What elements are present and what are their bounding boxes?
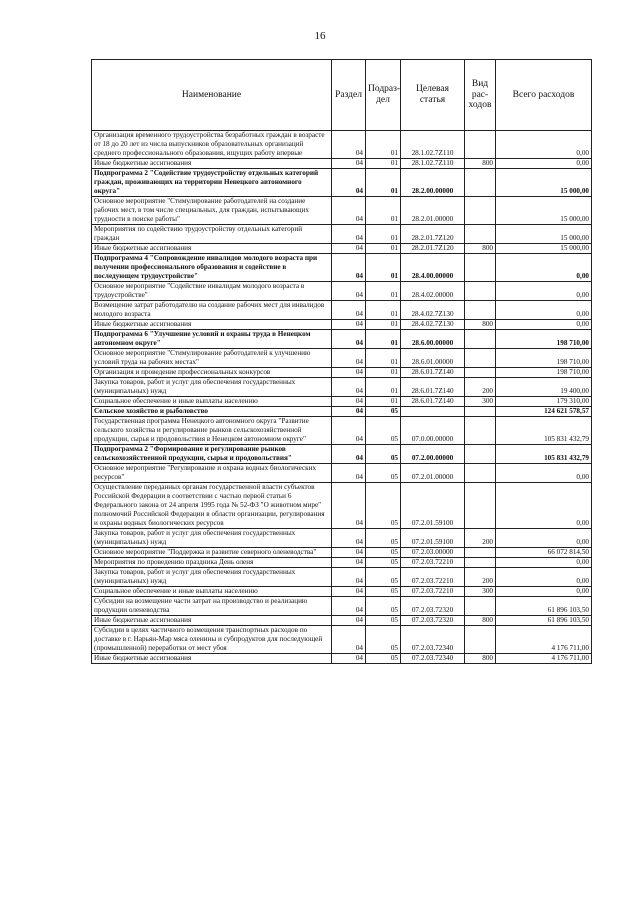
cell-total: 15 000,00 [496, 169, 592, 197]
cell-statya: 28.6.01.7Z140 [401, 378, 465, 397]
cell-name: Иные бюджетные ассигнования [92, 244, 332, 254]
cell-name: Подпрограмма 2 "Содействие трудоустройству отдельных категорий граждан, проживающих на территории Ненецкого автономного округа" [92, 169, 332, 197]
cell-total: 0,00 [496, 483, 592, 529]
cell-total: 15 000,00 [496, 225, 592, 244]
cell-razdel: 04 [332, 320, 366, 330]
cell-name: Подпрограмма 6 "Улучшение условий и охраны труда в Ненецком автономном округе" [92, 330, 332, 349]
cell-statya: 28.6.01.00000 [401, 349, 465, 368]
cell-total: 0,00 [496, 558, 592, 568]
cell-name: Сельское хозяйство и рыболовство [92, 407, 332, 417]
cell-razdel: 04 [332, 197, 366, 225]
cell-vid: 800 [465, 159, 496, 169]
cell-vid [465, 626, 496, 654]
cell-total: 4 176 711,00 [496, 626, 592, 654]
cell-statya: 07.0.00.00000 [401, 417, 465, 445]
cell-vid: 800 [465, 320, 496, 330]
cell-podrazdel: 05 [366, 464, 401, 483]
cell-vid [465, 169, 496, 197]
cell-total: 105 831 432,79 [496, 445, 592, 464]
table-row [92, 558, 592, 568]
cell-total: 19 400,00 [496, 378, 592, 397]
cell-name: Организация и проведение профессиональных конкурсов [92, 368, 332, 378]
cell-statya: 07.2.01.59100 [401, 529, 465, 548]
table-row [92, 529, 592, 548]
cell-statya: 28.2.01.7Z120 [401, 244, 465, 254]
cell-statya: 07.2.01.59100 [401, 483, 465, 529]
cell-name: Основное мероприятие "Стимулирование работодателей к улучшению условий труда на рабочих местах" [92, 349, 332, 368]
cell-vid [465, 483, 496, 529]
cell-razdel: 04 [332, 407, 366, 417]
cell-vid: 800 [465, 616, 496, 626]
cell-statya: 28.6.01.7Z140 [401, 397, 465, 407]
cell-podrazdel: 05 [366, 417, 401, 445]
cell-podrazdel: 05 [366, 587, 401, 597]
cell-razdel: 04 [332, 597, 366, 616]
cell-vid: 300 [465, 397, 496, 407]
table-row [92, 169, 592, 197]
cell-podrazdel: 05 [366, 654, 401, 664]
cell-razdel: 04 [332, 349, 366, 368]
table-row [92, 282, 592, 301]
cell-name: Иные бюджетные ассигнования [92, 654, 332, 664]
cell-total: 124 621 578,57 [496, 407, 592, 417]
cell-podrazdel: 01 [366, 301, 401, 320]
table-row [92, 244, 592, 254]
cell-total: 198 710,00 [496, 330, 592, 349]
cell-statya: 07.2.03.72320 [401, 597, 465, 616]
header-podrazdel: Подраз-дел [366, 60, 401, 131]
cell-name: Мероприятия по содействию трудоустройству отдельных категорий граждан [92, 225, 332, 244]
cell-statya: 28.4.02.00000 [401, 282, 465, 301]
cell-vid [465, 597, 496, 616]
cell-razdel: 04 [332, 159, 366, 169]
cell-name: Основное мероприятие "Стимулирование работодателей на создание рабочих мест, в том числе специальных, для граждан, испытывающих трудности в поиске работы" [92, 197, 332, 225]
cell-podrazdel: 05 [366, 548, 401, 558]
cell-podrazdel: 05 [366, 529, 401, 548]
cell-podrazdel: 01 [366, 159, 401, 169]
cell-podrazdel: 01 [366, 368, 401, 378]
cell-vid [465, 464, 496, 483]
cell-podrazdel: 01 [366, 378, 401, 397]
cell-podrazdel: 05 [366, 558, 401, 568]
cell-vid: 200 [465, 568, 496, 587]
cell-podrazdel: 05 [366, 597, 401, 616]
cell-vid [465, 417, 496, 445]
table-row [92, 568, 592, 587]
table-row [92, 616, 592, 626]
table-row [92, 597, 592, 616]
cell-total: 15 000,00 [496, 197, 592, 225]
cell-razdel: 04 [332, 244, 366, 254]
cell-name: Государственная программа Ненецкого автономного округа "Развитие сельского хозяйства и регулирование рынков сельскохозяйственной продукции, сырья и продовольствия в Ненецком автономном округе" [92, 417, 332, 445]
table-row [92, 548, 592, 558]
cell-statya: 07.2.03.72320 [401, 616, 465, 626]
cell-vid [465, 254, 496, 282]
page-number: 16 [314, 30, 326, 42]
cell-total: 179 310,00 [496, 397, 592, 407]
cell-vid: 200 [465, 378, 496, 397]
table-row [92, 626, 592, 654]
cell-name: Основное мероприятие "Содействие инвалидам молодого возраста в трудоустройстве" [92, 282, 332, 301]
cell-podrazdel: 01 [366, 131, 401, 159]
cell-total: 0,00 [496, 282, 592, 301]
table-row [92, 587, 592, 597]
cell-razdel: 04 [332, 397, 366, 407]
cell-name: Социальное обеспечение и иные выплаты населению [92, 587, 332, 597]
table-row [92, 654, 592, 664]
cell-vid [465, 282, 496, 301]
cell-podrazdel: 05 [366, 445, 401, 464]
cell-razdel: 04 [332, 464, 366, 483]
cell-total: 0,00 [496, 464, 592, 483]
cell-razdel: 04 [332, 254, 366, 282]
cell-total: 61 896 103,50 [496, 597, 592, 616]
cell-statya: 28.6.01.7Z140 [401, 368, 465, 378]
cell-total: 198 710,00 [496, 368, 592, 378]
cell-name: Иные бюджетные ассигнования [92, 616, 332, 626]
cell-total: 66 072 814,50 [496, 548, 592, 558]
cell-total: 105 831 432,79 [496, 417, 592, 445]
cell-podrazdel: 01 [366, 320, 401, 330]
header-statya: Целевая статья [401, 60, 465, 131]
table-row [92, 320, 592, 330]
cell-name: Иные бюджетные ассигнования [92, 320, 332, 330]
table-row [92, 445, 592, 464]
table-row [92, 407, 592, 417]
cell-razdel: 04 [332, 616, 366, 626]
table-row [92, 225, 592, 244]
table-row [92, 368, 592, 378]
cell-total: 0,00 [496, 301, 592, 320]
cell-name: Иные бюджетные ассигнования [92, 159, 332, 169]
cell-statya: 28.4.00.00000 [401, 254, 465, 282]
cell-name: Основное мероприятие "Поддержка и развитие северного оленеводства" [92, 548, 332, 558]
cell-statya: 07.2.03.72340 [401, 626, 465, 654]
cell-vid [465, 131, 496, 159]
cell-name: Мероприятия по проведению праздника День оленя [92, 558, 332, 568]
cell-vid [465, 407, 496, 417]
cell-name: Социальное обеспечение и иные выплаты населению [92, 397, 332, 407]
cell-name: Возмещение затрат работодателю на создание рабочих мест для инвалидов молодого возраста [92, 301, 332, 320]
cell-vid [465, 330, 496, 349]
cell-total: 15 000,00 [496, 244, 592, 254]
cell-razdel: 04 [332, 483, 366, 529]
cell-vid [465, 301, 496, 320]
cell-statya: 07.2.00.00000 [401, 445, 465, 464]
cell-vid: 200 [465, 529, 496, 548]
cell-name: Подпрограмма 4 "Сопровождение инвалидов молодого возраста при получении профессионального образования и содействие в последующем трудоустройстве" [92, 254, 332, 282]
cell-statya: 28.2.00.00000 [401, 169, 465, 197]
cell-podrazdel: 01 [366, 254, 401, 282]
cell-vid [465, 548, 496, 558]
table-row [92, 254, 592, 282]
cell-statya: 07.2.03.72340 [401, 654, 465, 664]
table-row [92, 483, 592, 529]
cell-vid: 800 [465, 654, 496, 664]
cell-name: Закупка товаров, работ и услуг для обеспечения государственных (муниципальных) нужд [92, 378, 332, 397]
cell-statya: 28.2.01.7Z120 [401, 225, 465, 244]
cell-vid: 800 [465, 244, 496, 254]
cell-name: Организация временного трудоустройства безработных граждан в возрасте от 18 до 20 лет из числа выпускников образовательных организаций среднего профессионального образования, ищущих работу впервые [92, 131, 332, 159]
table-row [92, 397, 592, 407]
cell-total: 0,00 [496, 320, 592, 330]
cell-total: 0,00 [496, 587, 592, 597]
cell-podrazdel: 05 [366, 407, 401, 417]
cell-podrazdel: 01 [366, 197, 401, 225]
cell-statya [401, 407, 465, 417]
header-name: Наименование [92, 60, 332, 131]
cell-podrazdel: 05 [366, 626, 401, 654]
table-row [92, 131, 592, 159]
cell-razdel: 04 [332, 368, 366, 378]
cell-podrazdel: 01 [366, 349, 401, 368]
cell-statya: 07.2.03.72210 [401, 568, 465, 587]
cell-statya: 28.4.02.7Z130 [401, 301, 465, 320]
header-total: Всего расходов [496, 60, 592, 131]
cell-vid [465, 558, 496, 568]
cell-razdel: 04 [332, 169, 366, 197]
cell-name: Субсидии на возмещение части затрат на производство и реализацию продукции оленеводства [92, 597, 332, 616]
cell-statya: 07.2.03.72210 [401, 558, 465, 568]
cell-total: 0,00 [496, 529, 592, 548]
budget-table [91, 59, 592, 664]
table-row [92, 417, 592, 445]
cell-statya: 28.4.02.7Z130 [401, 320, 465, 330]
cell-razdel: 04 [332, 568, 366, 587]
cell-total: 0,00 [496, 568, 592, 587]
cell-name: Подпрограмма 2 "Формирование и регулирование рынков сельскохозяйственной продукции, сырья и продовольствия" [92, 445, 332, 464]
cell-vid [465, 445, 496, 464]
cell-statya: 07.2.01.00000 [401, 464, 465, 483]
cell-razdel: 04 [332, 282, 366, 301]
cell-razdel: 04 [332, 558, 366, 568]
cell-total: 198 710,00 [496, 349, 592, 368]
cell-vid [465, 368, 496, 378]
cell-razdel: 04 [332, 131, 366, 159]
table-row [92, 464, 592, 483]
cell-statya: 28.1.02.7Z110 [401, 131, 465, 159]
cell-total: 4 176 711,00 [496, 654, 592, 664]
cell-statya: 07.2.03.00000 [401, 548, 465, 558]
cell-podrazdel: 01 [366, 397, 401, 407]
cell-name: Основное мероприятие "Регулирование и охрана водных биологических ресурсов" [92, 464, 332, 483]
cell-razdel: 04 [332, 301, 366, 320]
cell-podrazdel: 01 [366, 330, 401, 349]
cell-statya: 28.6.00.00000 [401, 330, 465, 349]
table-row [92, 349, 592, 368]
header-vid: Вид рас-ходов [465, 60, 496, 131]
cell-podrazdel: 01 [366, 282, 401, 301]
cell-razdel: 04 [332, 548, 366, 558]
cell-razdel: 04 [332, 626, 366, 654]
cell-vid [465, 349, 496, 368]
cell-razdel: 04 [332, 445, 366, 464]
cell-vid [465, 225, 496, 244]
cell-name: Субсидии в целях частичного возмещения транспортных расходов по доставке в г. Нарьян-Мар мяса оленины и субпродуктов для последующей (промышленной) переработки от мест убоя [92, 626, 332, 654]
cell-podrazdel: 01 [366, 244, 401, 254]
table-row [92, 197, 592, 225]
cell-razdel: 04 [332, 378, 366, 397]
table-row [92, 301, 592, 320]
table-row [92, 378, 592, 397]
cell-podrazdel: 05 [366, 568, 401, 587]
cell-statya: 07.2.03.72210 [401, 587, 465, 597]
cell-razdel: 04 [332, 330, 366, 349]
cell-podrazdel: 01 [366, 169, 401, 197]
cell-total: 0,00 [496, 131, 592, 159]
cell-podrazdel: 05 [366, 483, 401, 529]
cell-statya: 28.2.01.00000 [401, 197, 465, 225]
cell-statya: 28.1.02.7Z110 [401, 159, 465, 169]
table-row [92, 330, 592, 349]
cell-total: 61 896 103,50 [496, 616, 592, 626]
table-header-row [92, 60, 592, 131]
cell-razdel: 04 [332, 529, 366, 548]
header-razdel: Раздел [332, 60, 366, 131]
cell-total: 0,00 [496, 254, 592, 282]
cell-razdel: 04 [332, 587, 366, 597]
cell-name: Закупка товаров, работ и услуг для обеспечения государственных (муниципальных) нужд [92, 568, 332, 587]
cell-vid [465, 197, 496, 225]
cell-razdel: 04 [332, 225, 366, 244]
cell-podrazdel: 01 [366, 225, 401, 244]
cell-podrazdel: 05 [366, 616, 401, 626]
cell-name: Осуществление переданных органам государственной власти субъектов Российской Федерации в соответствии с частью первой статьи 6 Федерального закона от 24 апреля 1995 года № 52-ФЗ "О животном мире" полномочий Российской Федерации в области организации, регулирования и охраны водных биологических ресурсов [92, 483, 332, 529]
cell-vid: 300 [465, 587, 496, 597]
cell-name: Закупка товаров, работ и услуг для обеспечения государственных (муниципальных) нужд [92, 529, 332, 548]
cell-razdel: 04 [332, 654, 366, 664]
cell-total: 0,00 [496, 159, 592, 169]
cell-razdel: 04 [332, 417, 366, 445]
table-row [92, 159, 592, 169]
